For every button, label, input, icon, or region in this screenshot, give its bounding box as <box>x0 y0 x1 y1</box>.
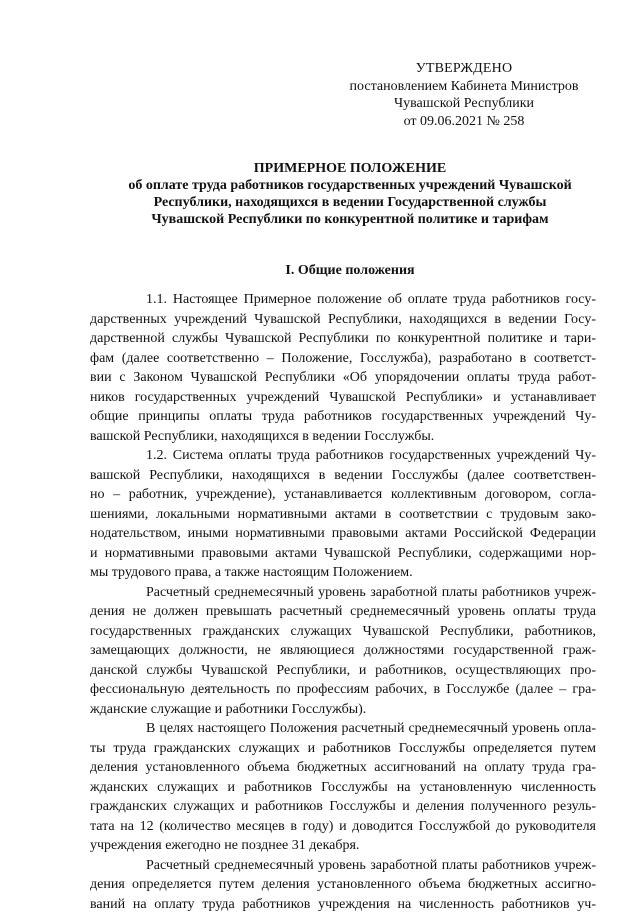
paragraph-line: вии с Законом Чувашской Республики «Об упорядочении оплаты труда работ- <box>90 368 596 388</box>
paragraph-line: и нормативными правовыми актами Чувашской Республики, содержащими нор- <box>90 544 596 564</box>
paragraph-line: учреждения ежегодно не позднее 31 декабря. <box>90 836 596 856</box>
title-line-4: Чувашской Республики по конкурентной политике и тарифам <box>70 211 630 228</box>
paragraph <box>90 856 596 914</box>
title-line-2: об оплате труда работников государственных учреждений Чувашской <box>70 177 630 194</box>
paragraph <box>90 290 596 446</box>
paragraph-line: В целях настоящего Положения расчетный среднемесячный уровень опла- <box>90 719 596 739</box>
approval-line-2: Чувашской Республики <box>330 95 598 113</box>
paragraph-line: 1.1. Настоящее Примерное положение об оплате труда работников госу- <box>90 290 596 310</box>
paragraph-line: замещающих должности, не являющиеся должностями государственной граж- <box>90 641 596 661</box>
approval-line-1: постановлением Кабинета Министров <box>330 78 598 96</box>
paragraph-line: мы трудового права, а также настоящим Положением. <box>90 563 596 583</box>
paragraph-line: дения определяется путем деления установленного объема бюджетных ассигно- <box>90 875 596 895</box>
paragraph <box>90 583 596 720</box>
paragraph <box>90 719 596 856</box>
paragraph-line: дения не должен превышать расчетный среднемесячный уровень оплаты труда <box>90 602 596 622</box>
title-line-3: Республики, находящихся в ведении Государственной службы <box>70 194 630 211</box>
paragraph-line: 1.2. Система оплаты труда работников государственных учреждений Чу- <box>90 446 596 466</box>
paragraph-line: фам (далее соответственно – Положение, Госслужба), разработано в соответст- <box>90 349 596 369</box>
approval-line-3: от 09.06.2021 № 258 <box>330 113 598 131</box>
paragraph-line: Расчетный среднемесячный уровень заработной платы работников учреж- <box>90 583 596 603</box>
paragraph-line: жданских служащих и работников Госслужбы на установленную численность <box>90 778 596 798</box>
title-line-1: ПРИМЕРНОЕ ПОЛОЖЕНИЕ <box>70 160 630 177</box>
approval-heading: УТВЕРЖДЕНО <box>330 60 598 78</box>
paragraph-line: дарственной службы Чувашской Республики по конкурентной политике и тари- <box>90 329 596 349</box>
paragraph-line: шениями, локальными нормативными актами в соответствии с трудовым зако- <box>90 505 596 525</box>
paragraph-line: дарственных учреждений Чувашской Республики, находящихся в ведении Госу- <box>90 310 596 330</box>
paragraph-line: общие принципы оплаты труда работников государственных учреждений Чу- <box>90 407 596 427</box>
approval-stamp <box>330 60 598 130</box>
paragraph-line: деления установленного объема бюджетных ассигнований на оплату труда гра- <box>90 758 596 778</box>
paragraph-line: жданские служащие и работники Госслужбы). <box>90 700 596 720</box>
document-title <box>70 160 630 228</box>
paragraph-line: ников государственных учреждений Чувашской Республики» и устанавливает <box>90 388 596 408</box>
paragraph-line: вашской Республики, находящихся в ведении Госслужбы. <box>90 427 596 447</box>
paragraph-line: но – работник, учреждение), устанавливается коллективным договором, согла- <box>90 485 596 505</box>
paragraph-line: ваний на оплату труда работников учреждения на численность работников уч- <box>90 895 596 914</box>
document-body <box>90 290 596 914</box>
paragraph-line: данской службы Чувашской Республики, и работников, осуществляющих про- <box>90 661 596 681</box>
paragraph-line: вашской Республики, находящихся в ведении Госслужбы (далее соответствен- <box>90 466 596 486</box>
paragraph-line: ты труда гражданских служащих и работников Госслужбы определяется путем <box>90 739 596 759</box>
section-heading: I. Общие положения <box>70 262 630 279</box>
paragraph-line: Расчетный среднемесячный уровень заработной платы работников учреж- <box>90 856 596 876</box>
paragraph-line: фессиональную деятельность по профессиям рабочих, в Госслужбе (далее – гра- <box>90 680 596 700</box>
paragraph <box>90 446 596 583</box>
paragraph-line: государственных гражданских служащих Чувашской Республики, работников, <box>90 622 596 642</box>
paragraph-line: нодательством, иными нормативными правовыми актами Российской Федерации <box>90 524 596 544</box>
paragraph-line: тата на 12 (количество месяцев в году) и доводится Госслужбой до руководителя <box>90 817 596 837</box>
paragraph-line: гражданских служащих и работников Госслужбы и деления полученного резуль- <box>90 797 596 817</box>
